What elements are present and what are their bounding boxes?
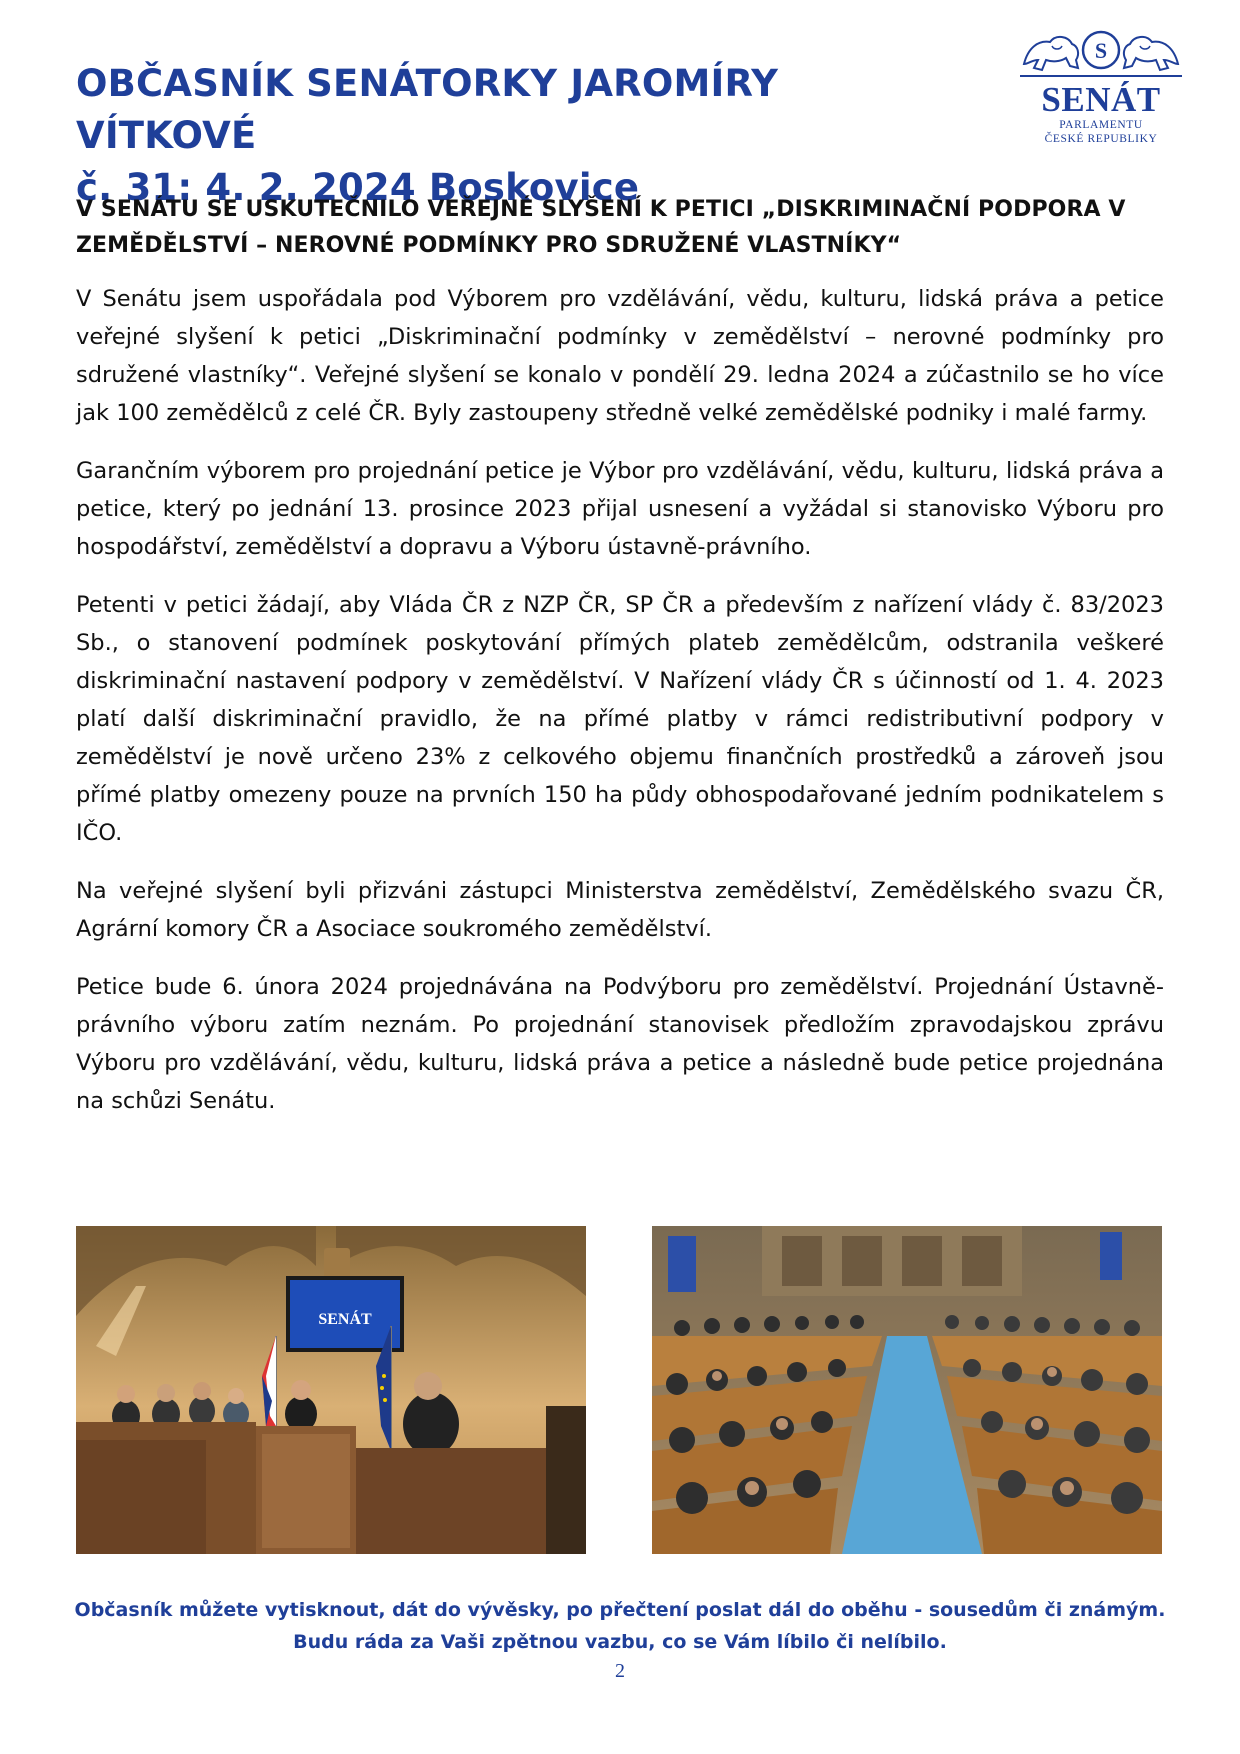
- senat-emblem-icon: [1016, 24, 1186, 80]
- page-title-line1: OBČASNÍK SENÁTORKY JAROMÍRY VÍTKOVÉ: [76, 62, 779, 157]
- photo-plenary-hall: [652, 1226, 1162, 1554]
- logo-subtitle-1: PARLAMENTU: [1059, 119, 1143, 131]
- article-heading: V SENÁTU SE USKUTEČNILO VEŘEJNÉ SLYŠENÍ K PETICI „DISKRIMINAČNÍ PODPORA V ZEMĚDĚLSTVÍ – NEROVNÉ PODMÍNKY PRO SDRUŽENÉ VLASTNÍKY“: [76, 197, 1126, 258]
- logo-subtitle-2: ČESKÉ REPUBLIKY: [1044, 133, 1158, 145]
- screen-wordmark: SENÁT: [318, 1311, 372, 1328]
- logo-wordmark: SENÁT: [1041, 80, 1161, 119]
- article-paragraph: V Senátu jsem uspořádala pod Výborem pro vzdělávání, vědu, kulturu, lidská práva a petice veřejné slyšení k petici „Diskriminační podmínky v zemědělství – nerovné podmínky pro sdružené vlastníky“. Veřejné slyšení se konalo v pondělí 29. ledna 2024 a zúčastnilo se ho více jak 100 zemědělců z celé ČR. Byly zastoupeny středně velké zemědělské podniky i malé farmy.: [76, 286, 1164, 426]
- newsletter-header: [76, 58, 956, 214]
- article-paragraph: Garančním výborem pro projednání petice je Výbor pro vzdělávání, vědu, kulturu, lidská práva a petice, který po jednání 13. prosince 2023 přijal usnesení a vyžádal si stanovisko Výboru pro hospodářství, zemědělství a dopravu a Výboru ústavně-právního.: [76, 458, 1164, 560]
- article-paragraph: Petenti v petici žádají, aby Vláda ČR z NZP ČR, SP ČR a především z nařízení vlády č. 83/2023 Sb., o stanovení podmínek poskytování přímých plateb zemědělcům, odstranila veškeré diskriminační nastavení podpory v zemědělství. V Nařízení vlády ČR s účinností od 1. 4. 2023 platí další diskriminační pravidlo, že na přímé platby v rámci redistributivní podpory v zemědělství je nově určeno 23% z celkového objemu finančních prostředků a zároveň jsou přímé platby omezeny pouze na prvních 150 ha půdy obhospodařované jedním podnikatelem s IČO.: [76, 592, 1164, 846]
- senat-logo: [1013, 24, 1189, 160]
- footer-note: Občasník můžete vytisknout, dát do vývěsky, po přečtení poslat dál do oběhu - sousedům či známým. Budu ráda za Vaši zpětnou vazbu, co se Vám líbilo či nelíbilo.: [74, 1599, 1166, 1653]
- page-number: 2: [615, 1660, 625, 1682]
- article-paragraph: Na veřejné slyšení byli přizváni zástupci Ministerstva zemědělství, Zemědělského svazu ČR, Agrární komory ČR a Asociace soukromého zemědělství.: [76, 878, 1164, 942]
- photo-committee-room: [76, 1226, 586, 1554]
- page-title: [76, 58, 956, 214]
- emblem-letter: S: [1094, 38, 1108, 63]
- article-paragraph: Petice bude 6. února 2024 projednávána na Podvýboru pro zemědělství. Projednání Ústavně-právního výboru zatím neznám. Po projednání stanovisek předložím zpravodajskou zprávu Výboru pro vzdělávání, vědu, kulturu, lidská práva a petice a následně bude petice projednána na schůzi Senátu.: [76, 974, 1164, 1114]
- page-title-line2: č. 31: 4. 2. 2024 Boskovice: [76, 166, 640, 209]
- article-body: [76, 280, 1164, 1140]
